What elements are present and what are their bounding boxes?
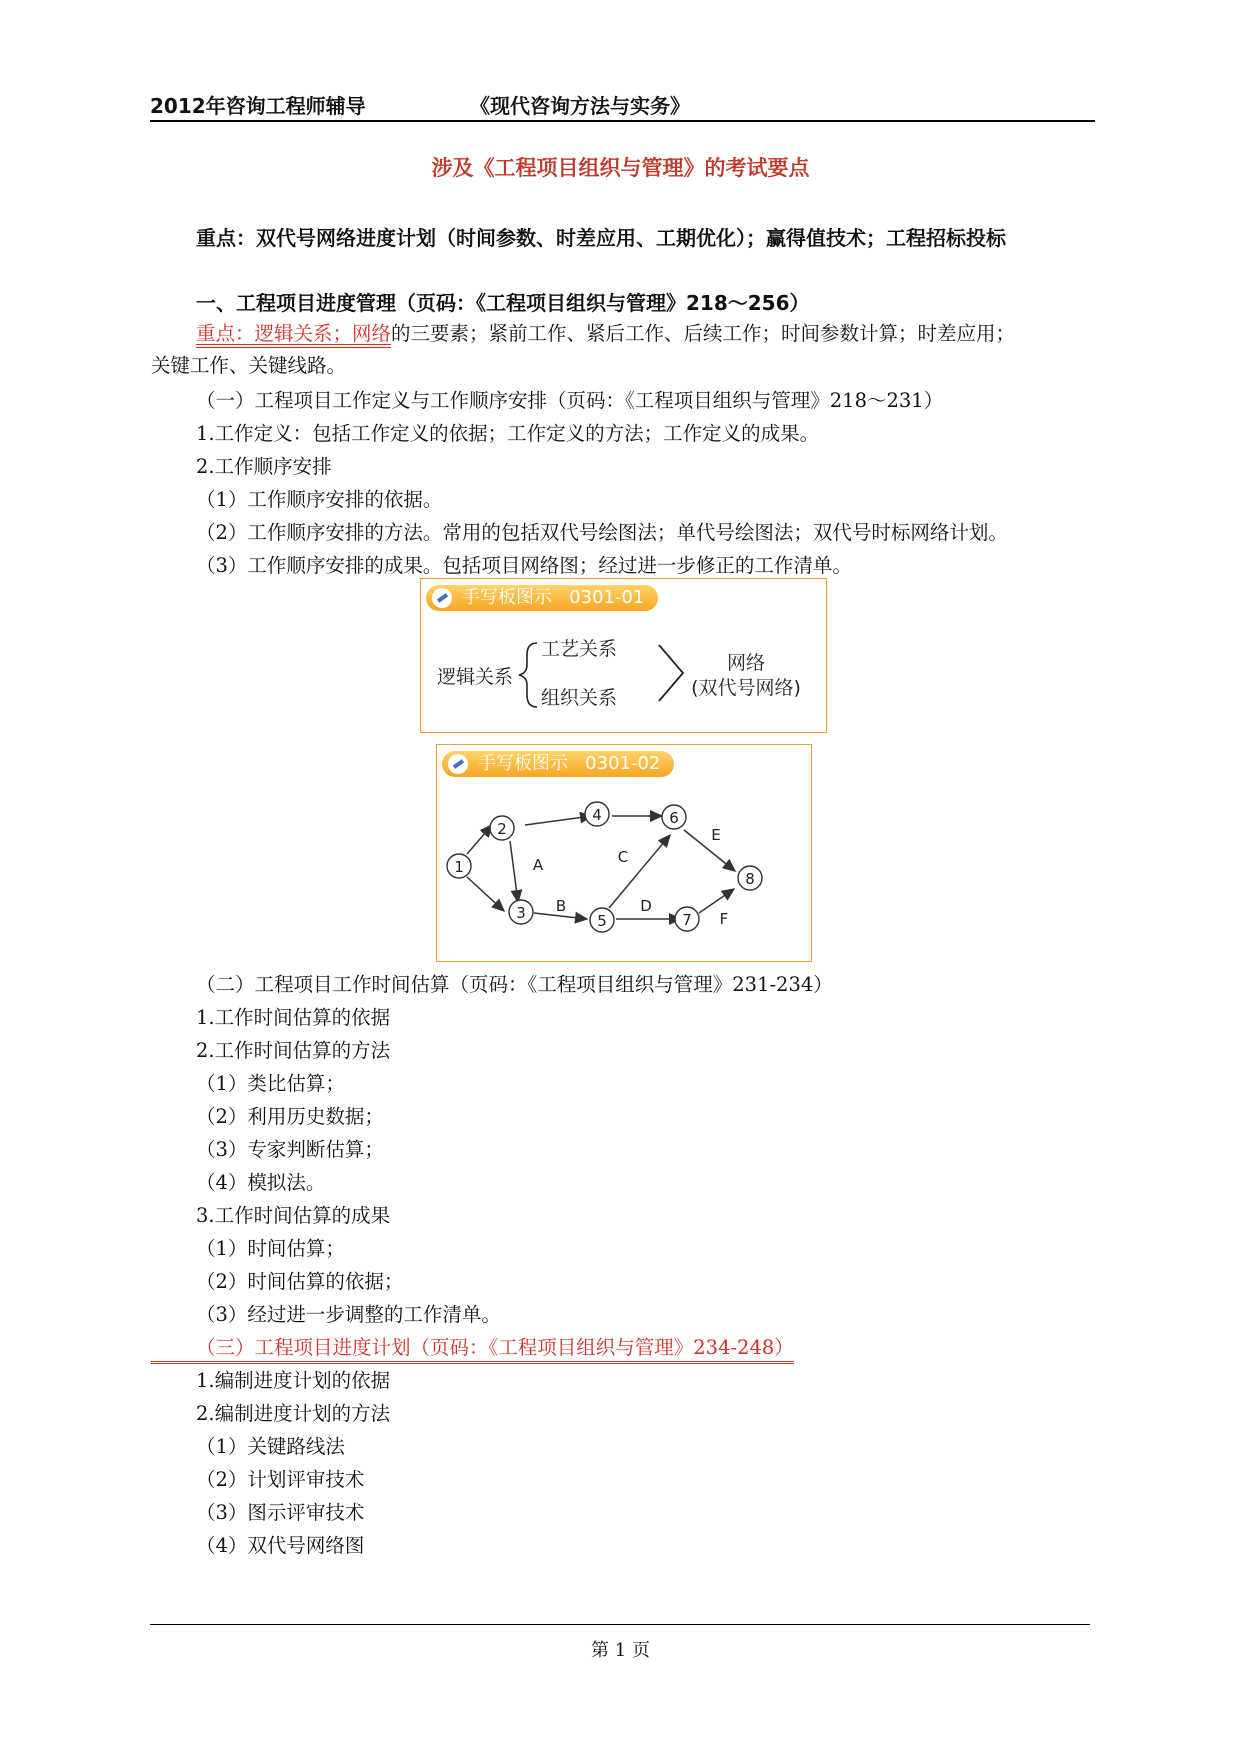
figure2-diagram xyxy=(437,745,811,961)
sub3-item2-4: （4）双代号网络图 xyxy=(196,1534,365,1557)
fig1-left-label: 逻辑关系 xyxy=(437,666,514,688)
node-6-label: 6 xyxy=(669,809,679,827)
edge-1-2 xyxy=(467,825,492,854)
sub1-item2-1: （1）工作顺序安排的依据。 xyxy=(196,488,443,511)
sub2-item3-3: （3）经过进一步调整的工作清单。 xyxy=(196,1303,501,1326)
sub3-item2-1: （1）关键路线法 xyxy=(196,1435,345,1458)
sub2-item3-1: （1）时间估算； xyxy=(196,1237,345,1260)
header-right: 《现代咨询方法与实务》 xyxy=(470,94,690,118)
section1-focus-line1 xyxy=(196,318,1015,346)
figure1-badge-text: 手写板图示 xyxy=(462,587,552,608)
figure1-diagram xyxy=(421,579,826,732)
page-header xyxy=(150,86,1095,122)
focus-red-text: 重点：逻辑关系；网络 xyxy=(196,322,392,345)
fig1-right-label2: (双代号网络) xyxy=(691,677,801,699)
sub2-item2-2: （2）利用历史数据； xyxy=(196,1105,384,1128)
sub1-item2-2: （2）工作顺序安排的方法。常用的包括双代号绘图法；单代号绘图法；双代号时标网络计划。 xyxy=(196,521,1008,544)
edge-2-3-A xyxy=(510,841,518,902)
sub3-item2-2: （2）计划评审技术 xyxy=(196,1468,365,1491)
sub2-item2-1: （1）类比估算； xyxy=(196,1072,345,1095)
key-points: 重点：双代号网络进度计划（时间参数、时差应用、工期优化）；赢得值技术；工程招标投标 xyxy=(196,226,1006,250)
figure-network xyxy=(436,744,812,962)
fig1-chevron xyxy=(659,645,683,701)
footer-rule xyxy=(150,1624,1090,1625)
node-7-label: 7 xyxy=(682,911,692,929)
section1-focus-line2: 关键工作、关键线路。 xyxy=(151,354,347,377)
edge-7-8-F xyxy=(699,889,734,913)
sub2-item3: 3.工作时间估算的成果 xyxy=(196,1204,391,1227)
focus-rest-text: 的三要素；紧前工作、紧后工作、后续工作；时间参数计算；时差应用； xyxy=(391,322,1016,345)
sub1-item2-3: （3）工作顺序安排的成果。包括项目网络图；经过进一步修正的工作清单。 xyxy=(196,554,852,577)
sub2-item1: 1.工作时间估算的依据 xyxy=(196,1006,391,1029)
sub3-heading: （三）工程项目进度计划（页码：《工程项目组织与管理》234-248） xyxy=(151,1332,794,1364)
fig1-top-label: 工艺关系 xyxy=(541,638,618,660)
header-left: 2012年咨询工程师辅导 xyxy=(150,94,366,118)
document-title: 涉及《工程项目组织与管理》的考试要点 xyxy=(431,156,810,180)
edge-2-4 xyxy=(525,816,592,825)
node-4-label: 4 xyxy=(592,806,602,824)
edge-6-8-E xyxy=(684,830,735,871)
page-number: 第 1 页 xyxy=(591,1640,650,1661)
sub2-item2-3: （3）专家判断估算； xyxy=(196,1138,384,1161)
node-3-label: 3 xyxy=(516,904,526,922)
sub3-item2-3: （3）图示评审技术 xyxy=(196,1501,365,1524)
node-1-label: 1 xyxy=(454,858,464,876)
activity-F: F xyxy=(719,910,729,928)
figure-logic-relations xyxy=(420,578,827,733)
figure2-badge-text: 手写板图示 xyxy=(478,753,568,774)
activity-A: A xyxy=(532,856,544,874)
edge-1-3 xyxy=(467,877,504,911)
node-2-label: 2 xyxy=(497,820,507,838)
activity-E: E xyxy=(711,826,721,844)
figure2-code: 0301-02 xyxy=(585,753,661,774)
node-8-label: 8 xyxy=(745,870,755,888)
sub1-heading: （一）工程项目工作定义与工作顺序安排（页码：《工程项目组织与管理》218～231） xyxy=(196,389,944,412)
activity-B: B xyxy=(555,897,567,915)
fig1-bottom-label: 组织关系 xyxy=(541,687,618,709)
figure1-code: 0301-01 xyxy=(569,587,645,608)
sub1-item2: 2.工作顺序安排 xyxy=(196,455,332,478)
sub2-item2: 2.工作时间估算的方法 xyxy=(196,1039,391,1062)
sub1-item1: 1.工作定义：包括工作定义的依据；工作定义的方法；工作定义的成果。 xyxy=(196,422,820,445)
node-5-label: 5 xyxy=(597,912,607,930)
activity-D: D xyxy=(640,897,652,915)
sub3-item2: 2.编制进度计划的方法 xyxy=(196,1402,391,1425)
sub2-item3-2: （2）时间估算的依据； xyxy=(196,1270,404,1293)
fig1-right-label1: 网络 xyxy=(726,652,766,674)
activity-C: C xyxy=(617,848,629,866)
sub2-heading: （二）工程项目工作时间估算（页码：《工程项目组织与管理》231-234） xyxy=(196,973,833,996)
section1-heading: 一、工程项目进度管理（页码：《工程项目组织与管理》218～256） xyxy=(196,291,810,315)
fig1-brace xyxy=(519,643,537,707)
sub3-item1: 1.编制进度计划的依据 xyxy=(196,1369,391,1392)
sub2-item2-4: （4）模拟法。 xyxy=(196,1171,326,1194)
